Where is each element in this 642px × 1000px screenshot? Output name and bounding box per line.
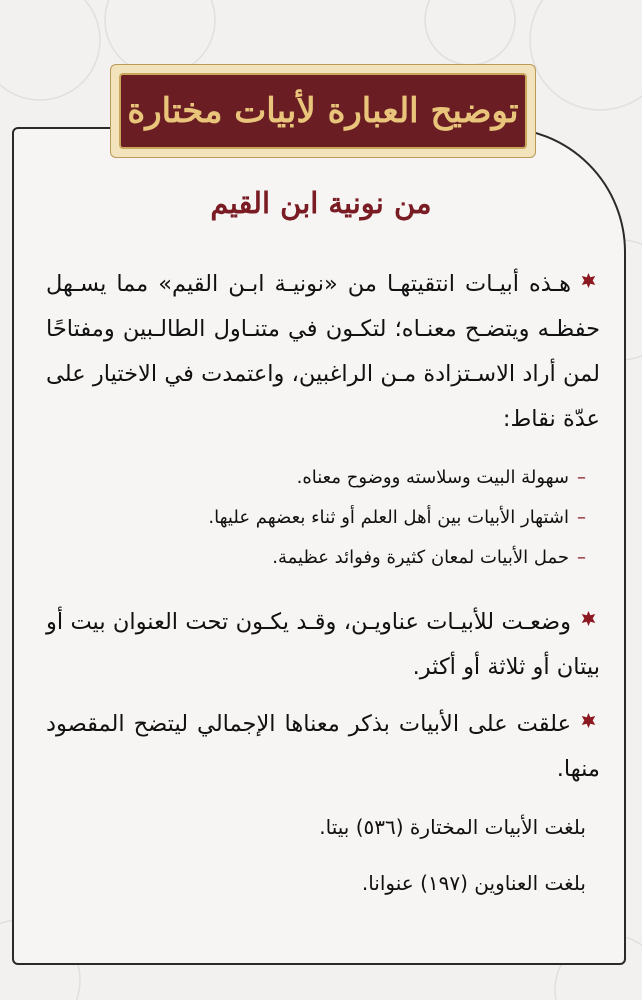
list-item xyxy=(46,458,586,498)
list-item xyxy=(46,538,586,578)
paragraph-titles-text: وضعـت للأبيـات عناويـن، وقـد يكـون تحت العنوان بيت أو بيتان أو ثلاثة أو أكثر. xyxy=(46,609,600,680)
criteria-text: سهولة البيت وسلاسته ووضوح معناه. xyxy=(296,467,569,488)
paragraph-intro xyxy=(46,262,600,442)
star-bullet-icon xyxy=(581,273,596,288)
title-banner-inner xyxy=(119,73,527,149)
main-content xyxy=(46,262,600,916)
paragraph-commentary xyxy=(46,702,600,792)
page-title: توضيح العبارة لأبيات مختارة xyxy=(127,91,519,131)
criteria-list xyxy=(46,458,586,578)
stat-verses: بلغت الأبيات المختارة (٥٣٦) بيتا. xyxy=(319,815,586,839)
paragraph-titles xyxy=(46,600,600,690)
star-bullet-icon xyxy=(581,713,596,728)
stat-titles: بلغت العناوين (١٩٧) عنوانا. xyxy=(361,871,586,895)
star-bullet-icon xyxy=(581,611,596,626)
title-banner xyxy=(110,64,536,158)
criteria-text: اشتهار الأبيات بين أهل العلم أو ثناء بعضهم عليها. xyxy=(208,507,569,528)
paragraph-intro-text: هـذه أبيـات انتقيتهـا من «نونيـة ابـن القيم» مما يسـهل حفظـه ويتضـح معنـاه؛ لتكـون في متنـاول الطالـبين ومفتاحًا لمن أراد الاسـتزادة مـن الراغبين، واعتمدت في الاختيار على عدّة نقاط: xyxy=(46,271,600,432)
dash-icon: – xyxy=(577,467,586,488)
criteria-text: حمل الأبيات لمعان كثيرة وفوائد عظيمة. xyxy=(272,547,569,568)
list-item xyxy=(46,498,586,538)
dash-icon: – xyxy=(577,507,586,528)
paragraph-commentary-text: علقت على الأبيات بذكر معناها الإجمالي ليتضح المقصود منها. xyxy=(46,711,600,782)
page-subtitle: من نونية ابن القيم xyxy=(210,186,432,220)
dash-icon: – xyxy=(577,547,586,568)
